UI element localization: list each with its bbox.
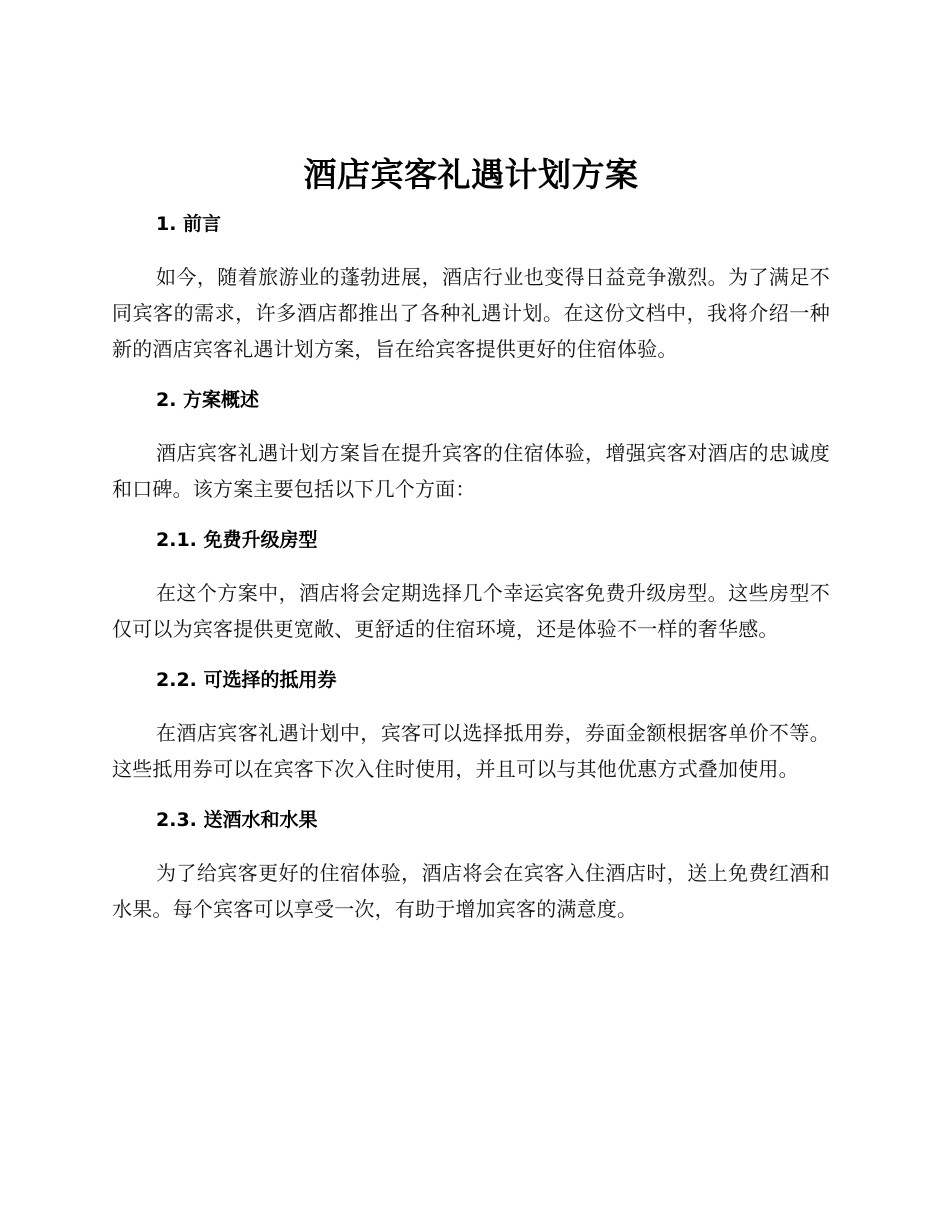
- document-body: [112, 150, 830, 927]
- section-heading: 1. 前言: [156, 213, 222, 235]
- section-paragraph: 酒店宾客礼遇计划方案旨在提升宾客的住宿体验，增强宾客对酒店的忠诚度和口碑。该方案主要包括以下几个方面：: [112, 441, 830, 501]
- section-paragraph: 为了给宾客更好的住宿体验，酒店将会在宾客入住酒店时，送上免费红酒和水果。每个宾客可以享受一次，有助于增加宾客的满意度。: [112, 861, 830, 921]
- section-heading: 2. 方案概述: [156, 389, 260, 411]
- section-heading: 2.3. 送酒水和水果: [156, 809, 318, 831]
- section-heading: 2.1. 免费升级房型: [156, 529, 318, 551]
- section-preface: [112, 211, 830, 367]
- section-overview: [112, 387, 830, 507]
- section-paragraph: 如今，随着旅游业的蓬勃进展，酒店行业也变得日益竞争激烈。为了满足不同宾客的需求，许多酒店都推出了各种礼遇计划。在这份文档中，我将介绍一种新的酒店宾客礼遇计划方案，旨在给宾客提供更好的住宿体验。: [112, 265, 830, 361]
- section-room-upgrade: [112, 527, 830, 647]
- section-paragraph: 在酒店宾客礼遇计划中，宾客可以选择抵用券，券面金额根据客单价不等。这些抵用券可以在宾客下次入住时使用，并且可以与其他优惠方式叠加使用。: [112, 721, 830, 781]
- section-spacer: [112, 787, 830, 807]
- section-heading: 2.2. 可选择的抵用券: [156, 669, 337, 691]
- section-paragraph: 在这个方案中，酒店将会定期选择几个幸运宾客免费升级房型。这些房型不仅可以为宾客提供更宽敞、更舒适的住宿环境，还是体验不一样的奢华感。: [112, 581, 830, 641]
- section-wine-fruit: [112, 807, 830, 927]
- section-spacer: [112, 507, 830, 527]
- section-vouchers: [112, 667, 830, 787]
- section-spacer: [112, 647, 830, 667]
- section-spacer: [112, 367, 830, 387]
- document-title: 酒店宾客礼遇计划方案: [303, 155, 639, 194]
